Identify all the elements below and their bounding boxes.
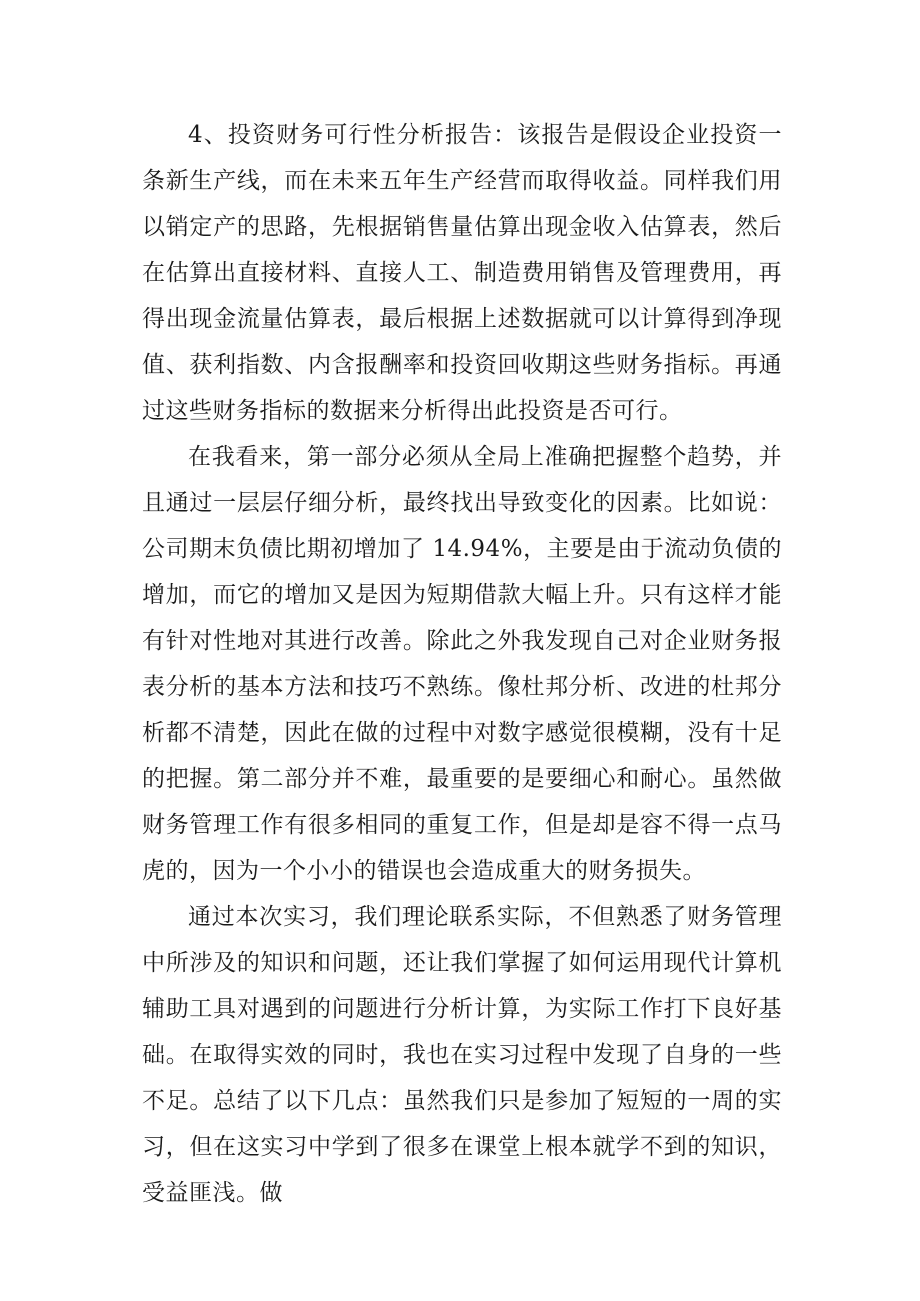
paragraph-investment-feasibility: 4、投资财务可行性分析报告：该报告是假设企业投资一条新生产线，而在未来五年生产经营而取得收益。同样我们用以销定产的思路，先根据销售量估算出现金收入估算表，然后在估算出直接材料、直接人工、制造费用销售及管理费用，再得出现金流量估算表，最后根据上述数据就可以计算得到净现值、获利指数、内含报酬率和投资回收期这些财务指标。再通过这些财务指标的数据来分析得出此投资是否可行。: [142, 122, 782, 424]
paragraph-internship-summary: 通过本次实习，我们理论联系实际，不但熟悉了财务管理中所涉及的知识和问题，还让我们掌握了如何运用现代计算机辅助工具对遇到的问题进行分析计算，为实际工作打下良好基础。在取得实效的同时，我也在实习过程中发现了自身的一些不足。总结了以下几点：虽然我们只是参加了短短的一周的实习，但在这实习中学到了很多在课堂上根本就学不到的知识，受益匪浅。做: [142, 904, 782, 1206]
paragraph-analysis-reflection: 在我看来，第一部分必须从全局上准确把握整个趋势，并且通过一层层仔细分析，最终找出导致变化的因素。比如说：公司期末负债比期初增加了 14.94%，主要是由于流动负债的增加，而它的增加又是因为短期借款大幅上升。只有这样才能有针对性地对其进行改善。除此之外我发现自己对企业财务报表分析的基本方法和技巧不熟练。像杜邦分析、改进的杜邦分析都不清楚，因此在做的过程中对数字感觉很模糊，没有十足的把握。第二部分并不难，最重要的是要细心和耐心。虽然做财务管理工作有很多相同的重复工作，但是却是容不得一点马虎的，因为一个小小的错误也会造成重大的财务损失。: [142, 444, 782, 884]
document-body: [142, 112, 782, 1216]
